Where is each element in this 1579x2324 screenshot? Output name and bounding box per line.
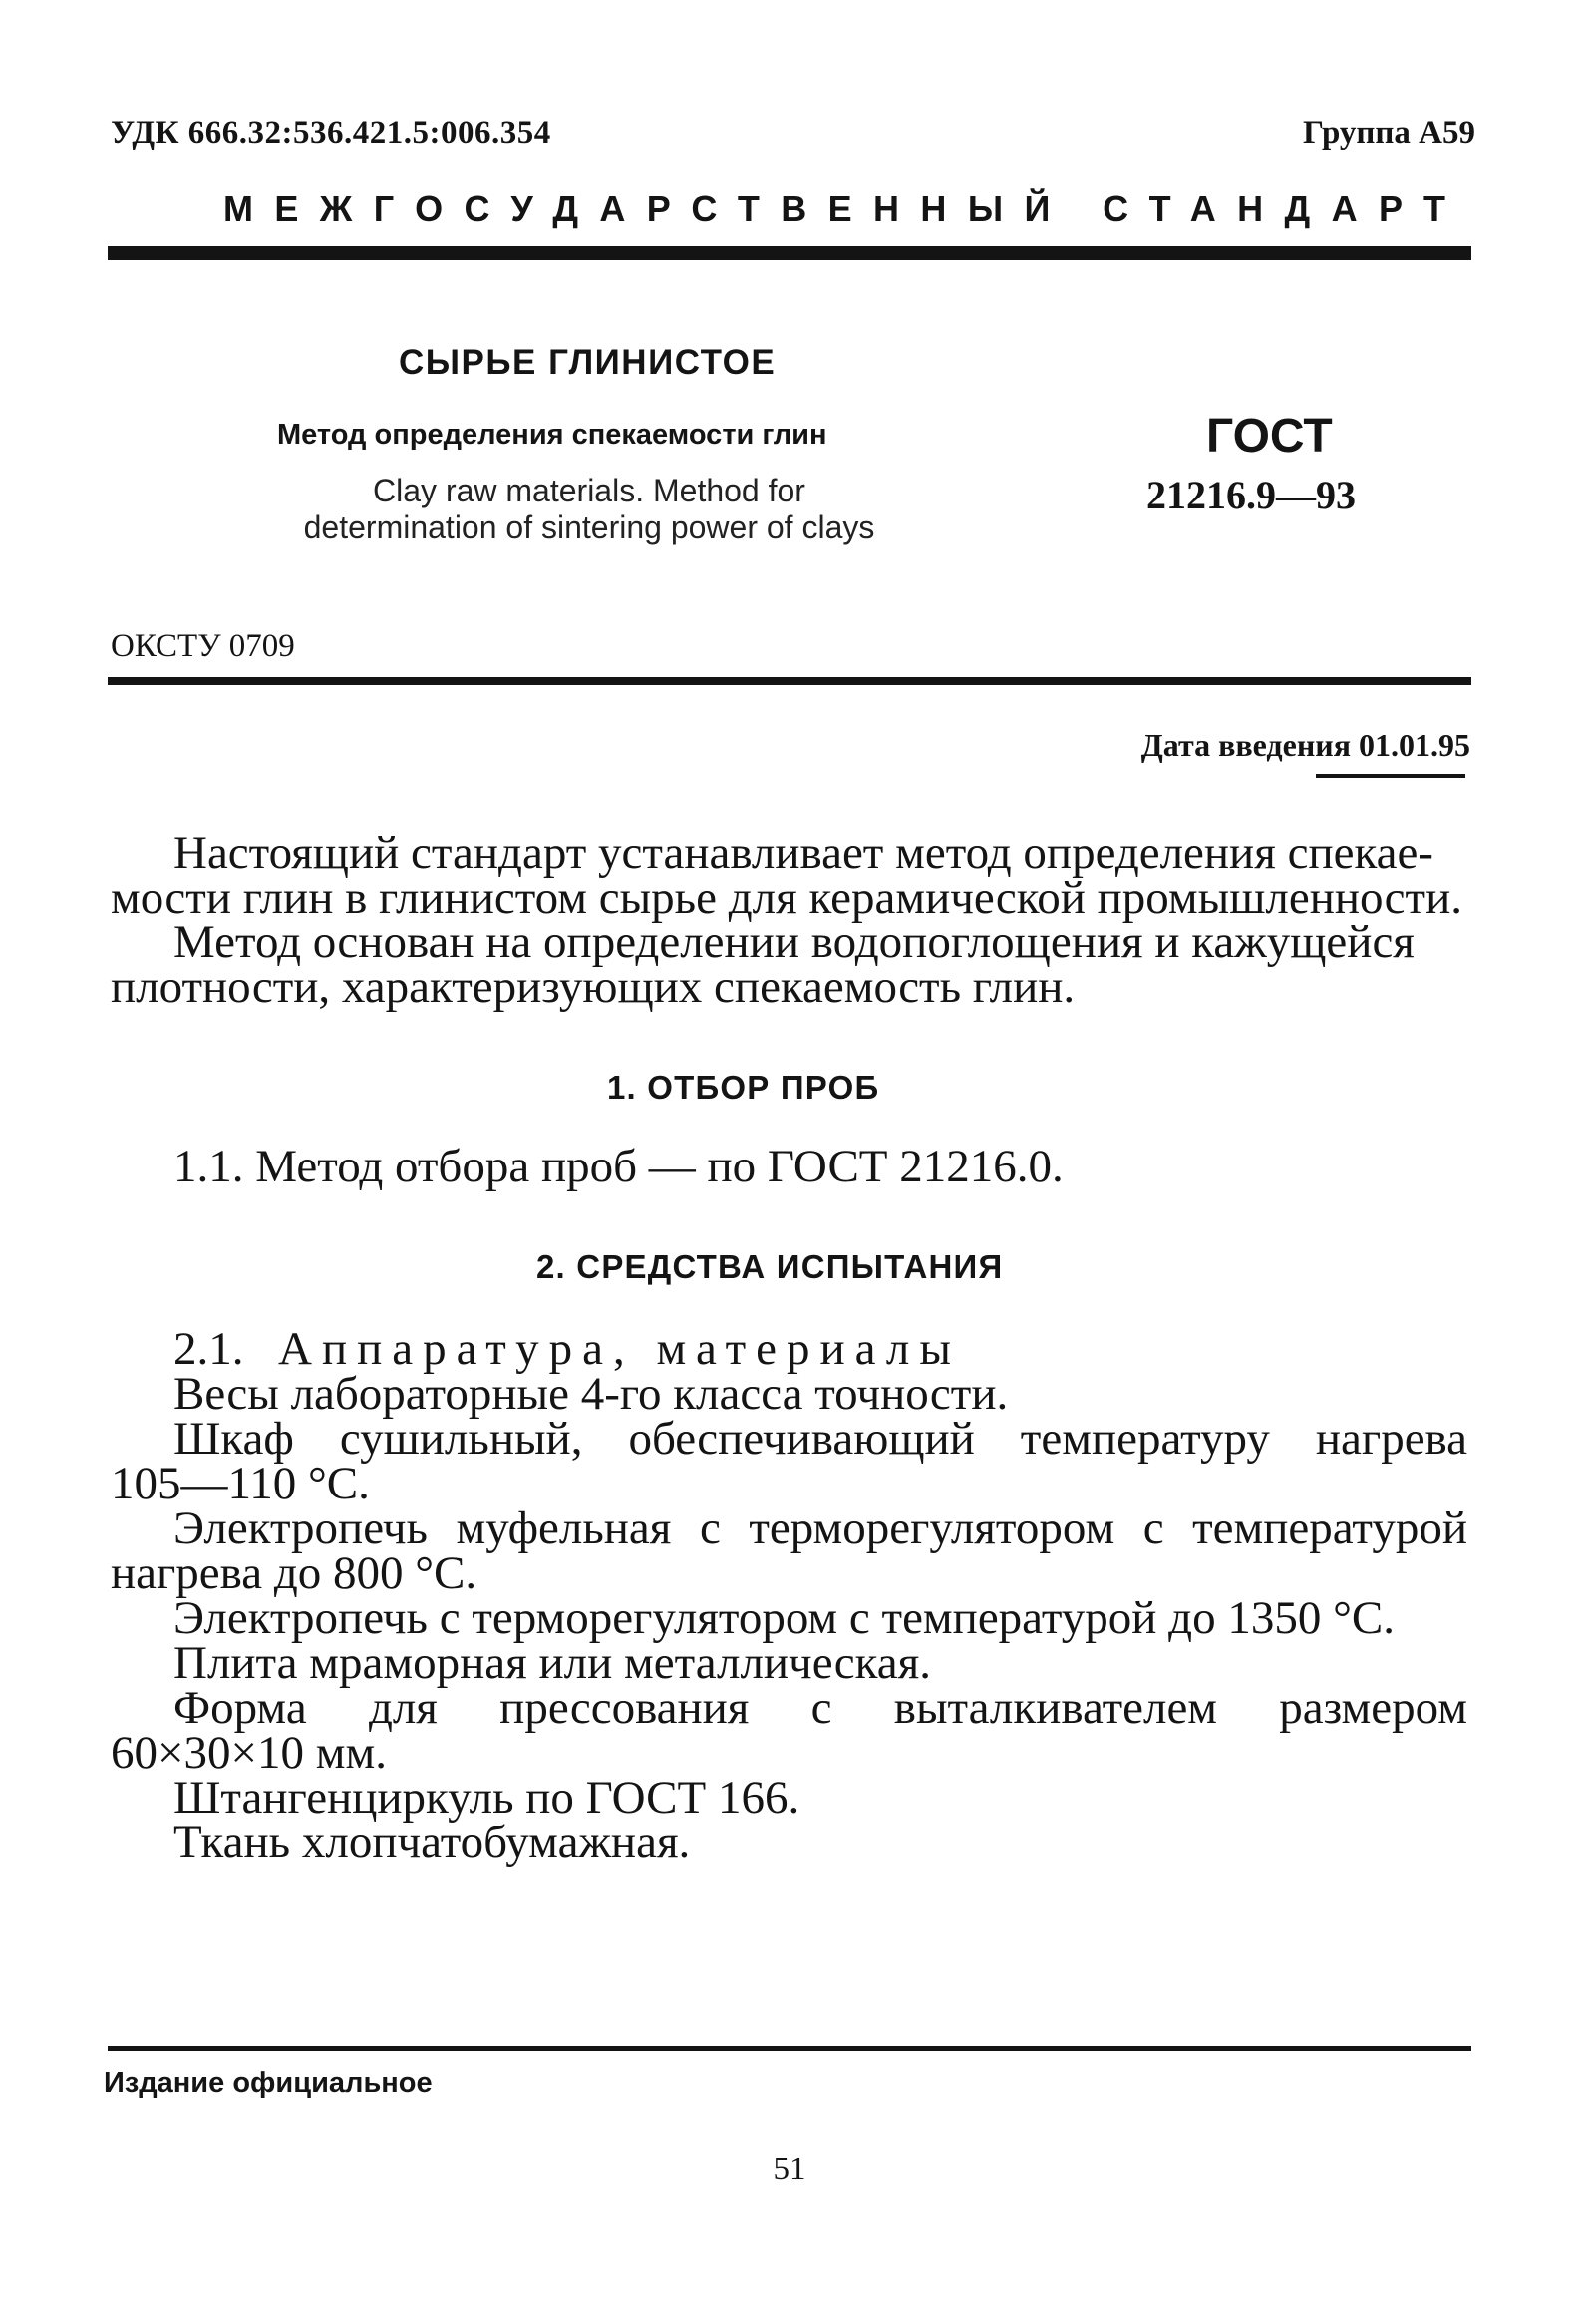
intro-p2-line1: Метод основан на определении водопоглощения и кажущейся	[173, 916, 1415, 968]
apparatus-line-7: Плита мраморная или металлическая.	[173, 1637, 931, 1689]
section1-item-1-1: 1.1. Метод отбора проб — по ГОСТ 21216.0.	[173, 1141, 1064, 1192]
apparatus-line-2: Шкаф сушильный, обеспечивающий температуру нагрева	[173, 1413, 1467, 1465]
apparatus-line-8: Форма для прессования с выталкивателем размером	[173, 1682, 1467, 1734]
date-underline	[1316, 774, 1465, 778]
document-subtitle: Метод определения спекаемости глин	[277, 419, 827, 451]
apparatus-line-10: Штангенциркуль по ГОСТ 166.	[173, 1772, 800, 1824]
apparatus-line-4: Электропечь муфельная с терморегулятором с температурой	[173, 1502, 1467, 1554]
okstu-rule	[108, 677, 1471, 685]
udk-code: УДК 666.32:536.421.5:006.354	[111, 115, 551, 151]
okstu-code: ОКСТУ 0709	[111, 628, 295, 664]
intro-p1-line1: Настоящий стандарт устанавливает метод определения спекае-	[173, 828, 1433, 879]
apparatus-line-1: Весы лабораторные 4-го класса точности.	[173, 1368, 1009, 1420]
section1-heading: 1. ОТБОР ПРОБ	[607, 1069, 880, 1106]
apparatus-line-6: Электропечь с терморегулятором с температурой до 1350 °С.	[173, 1592, 1395, 1644]
section2-item-2-1-number: 2.1.	[173, 1323, 244, 1375]
gost-number: 21216.9—93	[1146, 473, 1356, 517]
header-thick-rule	[108, 246, 1471, 260]
apparatus-line-3: 105—110 °С.	[111, 1458, 370, 1509]
apparatus-line-5: нагрева до 800 °С.	[111, 1547, 477, 1599]
english-title-line1: Clay raw materials. Method for	[373, 473, 805, 508]
date-introduced: Дата введения 01.01.95	[1140, 727, 1470, 763]
footer-rule	[108, 2046, 1471, 2051]
intro-p2-line2: плотности, характеризующих спекаемость глин.	[111, 961, 1076, 1013]
apparatus-line-9: 60×30×10 мм.	[111, 1727, 387, 1779]
gost-label: ГОСТ	[1206, 410, 1333, 463]
english-title-line2: determination of sintering power of clays	[303, 509, 875, 545]
section2-heading: 2. СРЕДСТВА ИСПЫТАНИЯ	[536, 1248, 1004, 1285]
group-code: Группа А59	[1303, 115, 1475, 151]
edition-note: Издание официальное	[104, 2067, 433, 2099]
standard-banner: МЕЖГОСУДАРСТВЕННЫЙ СТАНДАРТ	[223, 188, 1467, 229]
apparatus-line-11: Ткань хлопчатобумажная.	[173, 1817, 691, 1868]
intro-p1-line2: мости глин в глинистом сырье для керамической промышленности.	[111, 872, 1462, 924]
document-title: СЫРЬЕ ГЛИНИСТОЕ	[399, 343, 777, 382]
page-number: 51	[773, 2152, 806, 2187]
section2-item-2-1-title: Аппаратура, материалы	[278, 1323, 961, 1375]
